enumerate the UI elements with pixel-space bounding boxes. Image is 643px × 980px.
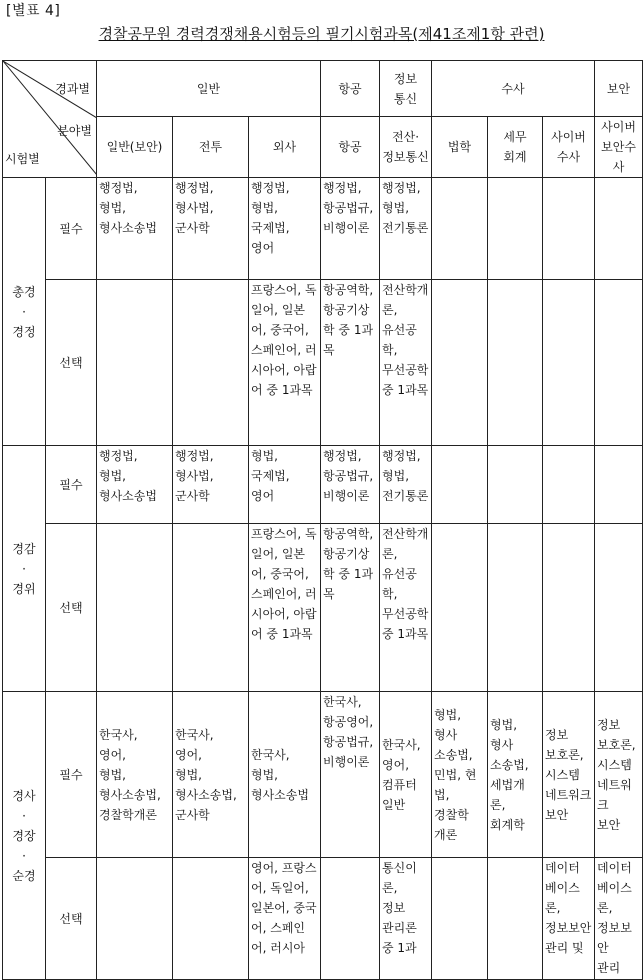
subject-cell bbox=[488, 446, 543, 524]
field-header: 사이버 수사 bbox=[543, 117, 595, 178]
subject-cell: 형법, 형사 소송법, 민법, 현법, 경찰학 개론 bbox=[432, 692, 488, 858]
group-header-investigation: 수사 bbox=[432, 61, 595, 117]
subject-cell: 데이터 베이스론, 정보보안 관리 bbox=[595, 858, 643, 980]
subject-cell: 영어, 프랑스어, 독일어, 일본어, 중국어, 스페인어, 러시아 bbox=[249, 858, 321, 980]
subject-cell bbox=[432, 446, 488, 524]
subject-cell bbox=[432, 524, 488, 692]
subject-cell: 데이터 베이스론, 정보보안 관리 및 bbox=[543, 858, 595, 980]
annex-tag: [별표 4] bbox=[6, 3, 61, 19]
subject-cell: 항공역학, 항공기상학 중 1과목 bbox=[321, 524, 380, 692]
subject-cell bbox=[173, 524, 249, 692]
subject-cell: 항공역학, 항공기상학 중 1과목 bbox=[321, 280, 380, 446]
field-header: 법학 bbox=[432, 117, 488, 178]
subject-cell: 행정법, 항공법규, 비행이론 bbox=[321, 178, 380, 280]
subject-cell: 한국사, 영어, 컴퓨터 일반 bbox=[380, 692, 432, 858]
group-header-aviation: 항공 bbox=[321, 61, 380, 117]
subject-cell bbox=[595, 446, 643, 524]
group-header-security: 보안 bbox=[595, 61, 643, 117]
row-type: 선택 bbox=[46, 524, 97, 692]
subject-cell bbox=[97, 858, 173, 980]
subject-cell: 프랑스어, 독일어, 일본어, 중국어, 스페인어, 러시아어, 아랍어 중 1과목 bbox=[249, 280, 321, 446]
group-header-general: 일반 bbox=[97, 61, 321, 117]
field-header: 세무 회계 bbox=[488, 117, 543, 178]
row-type: 필수 bbox=[46, 692, 97, 858]
field-header: 일반(보안) bbox=[97, 117, 173, 178]
subject-cell: 행정법, 형사법, 군사학 bbox=[173, 446, 249, 524]
exam-name: 경감 · 경위 bbox=[3, 446, 46, 692]
subject-cell bbox=[543, 178, 595, 280]
subject-cell: 형법, 국제법, 영어 bbox=[249, 446, 321, 524]
subject-cell: 행정법, 형법, 형사소송법 bbox=[97, 178, 173, 280]
field-header: 전산· 정보통신 bbox=[380, 117, 432, 178]
subject-cell: 통신이론, 정보 관리론 중 1과 bbox=[380, 858, 432, 980]
subject-cell bbox=[97, 524, 173, 692]
corner-label-field: 분야별 bbox=[57, 124, 92, 138]
corner-label-course: 경과별 bbox=[55, 82, 90, 96]
subject-cell bbox=[543, 446, 595, 524]
subject-cell bbox=[97, 280, 173, 446]
subject-cell bbox=[488, 858, 543, 980]
subject-cell: 한국사, 항공영어, 항공법규, 비행이론 bbox=[321, 692, 380, 858]
row-type: 선택 bbox=[46, 280, 97, 446]
field-header: 사이버 보안수사 bbox=[595, 117, 643, 178]
subject-cell: 행정법, 형법, 형사소송법 bbox=[97, 446, 173, 524]
corner-label-exam: 시험별 bbox=[5, 152, 40, 166]
row-type: 선택 bbox=[46, 858, 97, 980]
field-header: 항공 bbox=[321, 117, 380, 178]
subject-cell: 정보 보호론, 시스템 네트워크 보안 bbox=[595, 692, 643, 858]
subject-cell bbox=[488, 178, 543, 280]
subject-cell: 프랑스어, 독일어, 일본어, 중국어, 스페인어, 러시아어, 아랍어 중 1과목 bbox=[249, 524, 321, 692]
subject-cell: 전산학개론, 유선공학, 무선공학 중 1과목 bbox=[380, 524, 432, 692]
subject-cell bbox=[595, 178, 643, 280]
subject-cell bbox=[321, 858, 380, 980]
subject-cell: 형법, 형사 소송법, 세법개론, 회계학 bbox=[488, 692, 543, 858]
subject-cell bbox=[543, 524, 595, 692]
subject-cell bbox=[595, 524, 643, 692]
subject-cell bbox=[595, 280, 643, 446]
subject-cell bbox=[543, 280, 595, 446]
subject-cell bbox=[173, 858, 249, 980]
corner-header bbox=[3, 61, 97, 178]
page-title: 경찰공무원 경력경쟁채용시험등의 필기시험과목(제41조제1항 관련) bbox=[98, 25, 545, 43]
subject-cell bbox=[488, 280, 543, 446]
field-header: 전투 bbox=[173, 117, 249, 178]
row-type: 필수 bbox=[46, 446, 97, 524]
subject-cell bbox=[432, 280, 488, 446]
subject-cell: 한국사, 형법, 형사소송법 bbox=[249, 692, 321, 858]
subject-cell: 행정법, 형법, 전기통론 bbox=[380, 178, 432, 280]
row-type: 필수 bbox=[46, 178, 97, 280]
subject-cell bbox=[488, 524, 543, 692]
subject-cell: 한국사, 영어, 형법, 형사소송법, 군사학 bbox=[173, 692, 249, 858]
subject-cell: 행정법, 형사법, 군사학 bbox=[173, 178, 249, 280]
exam-name: 총경 · 경정 bbox=[3, 178, 46, 446]
subject-cell: 행정법, 항공법규, 비행이론 bbox=[321, 446, 380, 524]
subject-cell: 한국사, 영어, 형법, 형사소송법, 경찰학개론 bbox=[97, 692, 173, 858]
subject-cell: 정보 보호론, 시스템 네트워크 보안 bbox=[543, 692, 595, 858]
subject-cell: 행정법, 형법, 전기통론 bbox=[380, 446, 432, 524]
subject-cell: 전산학개론, 유선공학, 무선공학 중 1과목 bbox=[380, 280, 432, 446]
subject-cell: 행정법, 형법, 국제법, 영어 bbox=[249, 178, 321, 280]
exam-subjects-table bbox=[2, 60, 643, 980]
field-header: 외사 bbox=[249, 117, 321, 178]
exam-name: 경사 · 경장 · 순경 bbox=[3, 692, 46, 980]
subject-cell bbox=[432, 178, 488, 280]
group-header-it: 정보 통신 bbox=[380, 61, 432, 117]
subject-cell bbox=[432, 858, 488, 980]
subject-cell bbox=[173, 280, 249, 446]
